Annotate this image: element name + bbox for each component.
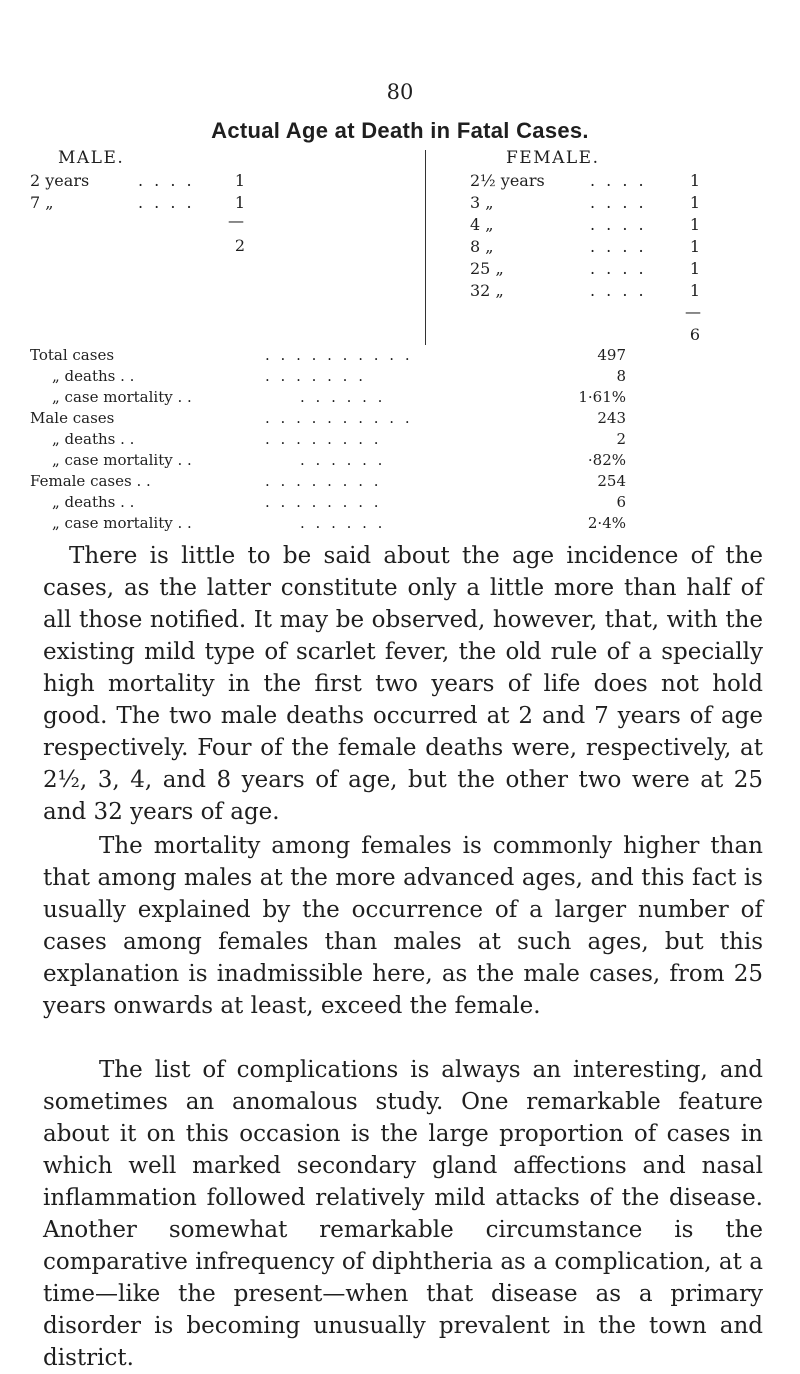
- male-row-count: 1: [234, 193, 245, 212]
- body-paragraph: The list of complications is always an interesting, and sometimes an anomalous study. One remarkable feature about it on this occasion is the large proportion of cases in which well marked secondary gland affections and nasal inflammation followed relatively mild attacks of the disease. Another somewhat remarkable circumstance is the comparative infrequency of diphtheria as a complication, at a time—like the present—when that disease as a primary disorder is becoming unusually prevalent in the town and district.: [43, 1057, 763, 1371]
- stat-value: 243: [597, 409, 626, 427]
- male-row-count: 1: [234, 171, 245, 190]
- female-row-age: 2½ years: [470, 171, 545, 190]
- body-paragraph: The mortality among females is commonly higher than that among males at the more advanced ages, and this fact is usually explained by the occurrence of a larger number of cases among females than males at such ages, but this explanation is inadmissible here, as the male cases, from 25 years onwards at least, exceed the female.: [43, 833, 763, 1019]
- male-row-dots: . . . .: [138, 193, 195, 212]
- stat-value: 497: [597, 346, 626, 364]
- female-heading: FEMALE.: [506, 148, 600, 168]
- female-row-dots: . . . .: [590, 193, 647, 212]
- female-row-age: 3 „: [470, 193, 494, 212]
- stat-label: „ deaths . .: [52, 367, 135, 385]
- stat-dots: . . . . . . .: [265, 367, 366, 385]
- male-row-dots: . . . .: [138, 171, 195, 190]
- stat-dots: . . . . . . . . . .: [265, 346, 413, 364]
- stat-value: 6: [616, 493, 626, 511]
- male-total-rule: —: [228, 211, 244, 230]
- stat-dots: . . . . . . . .: [265, 430, 382, 448]
- female-row-age: 8 „: [470, 237, 494, 256]
- stat-dots: . . . . . . . .: [265, 493, 382, 511]
- male-row-age: 7 „: [30, 193, 54, 212]
- female-row-count: 1: [689, 193, 700, 212]
- stat-value: 1·61%: [578, 388, 626, 406]
- female-row-count: 1: [689, 215, 700, 234]
- stat-label: „ case mortality . .: [52, 451, 192, 469]
- stat-dots: . . . . . . . .: [265, 472, 382, 490]
- female-row-count: 1: [689, 237, 700, 256]
- body-paragraph: There is little to be said about the age incidence of the cases, as the latter constitute only a little more than half of all those notified. It may be observed, however, that, with the existing mild type of scarlet fever, the old rule of a specially high mortality in the first two years of life does not hold good. The two male deaths occurred at 2 and 7 years of age respectively. Four of the female deaths were, respectively, at 2½, 3, 4, and 8 years of age, but the other two were at 25 and 32 years of age.: [43, 543, 763, 825]
- female-total: 6: [689, 325, 700, 344]
- female-row-count: 1: [689, 259, 700, 278]
- female-row-dots: . . . .: [590, 237, 647, 256]
- stat-label: „ case mortality . .: [52, 388, 192, 406]
- male-heading: MALE.: [58, 148, 125, 168]
- stat-value: ·82%: [587, 451, 626, 469]
- female-row-count: 1: [689, 171, 700, 190]
- stat-label: Total cases: [30, 346, 115, 364]
- female-row-dots: . . . .: [590, 215, 647, 234]
- female-row-age: 32 „: [470, 281, 504, 300]
- female-row-dots: . . . .: [590, 171, 647, 190]
- stat-dots: . . . . . . . . . .: [265, 409, 413, 427]
- stat-dots: . . . . . .: [300, 388, 386, 406]
- stat-label: „ case mortality . .: [52, 514, 192, 532]
- stat-label: Male cases: [30, 409, 115, 427]
- stat-dots: . . . . . .: [300, 514, 386, 532]
- male-total: 2: [234, 236, 245, 255]
- stat-label: „ deaths . .: [52, 430, 135, 448]
- female-total-rule: —: [685, 302, 701, 321]
- stat-value: 254: [597, 472, 626, 490]
- female-row-count: 1: [689, 281, 700, 300]
- stat-value: 8: [616, 367, 626, 385]
- female-row-age: 4 „: [470, 215, 494, 234]
- female-row-dots: . . . .: [590, 259, 647, 278]
- column-divider: [425, 150, 426, 345]
- male-row-age: 2 years: [30, 171, 90, 190]
- page-title: Actual Age at Death in Fatal Cases.: [211, 118, 589, 143]
- page-number: 80: [386, 80, 414, 104]
- stat-value: 2: [616, 430, 626, 448]
- stat-label: „ deaths . .: [52, 493, 135, 511]
- female-row-dots: . . . .: [590, 281, 647, 300]
- stat-dots: . . . . . .: [300, 451, 386, 469]
- stat-label: Female cases . .: [30, 472, 151, 490]
- female-row-age: 25 „: [470, 259, 504, 278]
- stat-value: 2·4%: [587, 514, 626, 532]
